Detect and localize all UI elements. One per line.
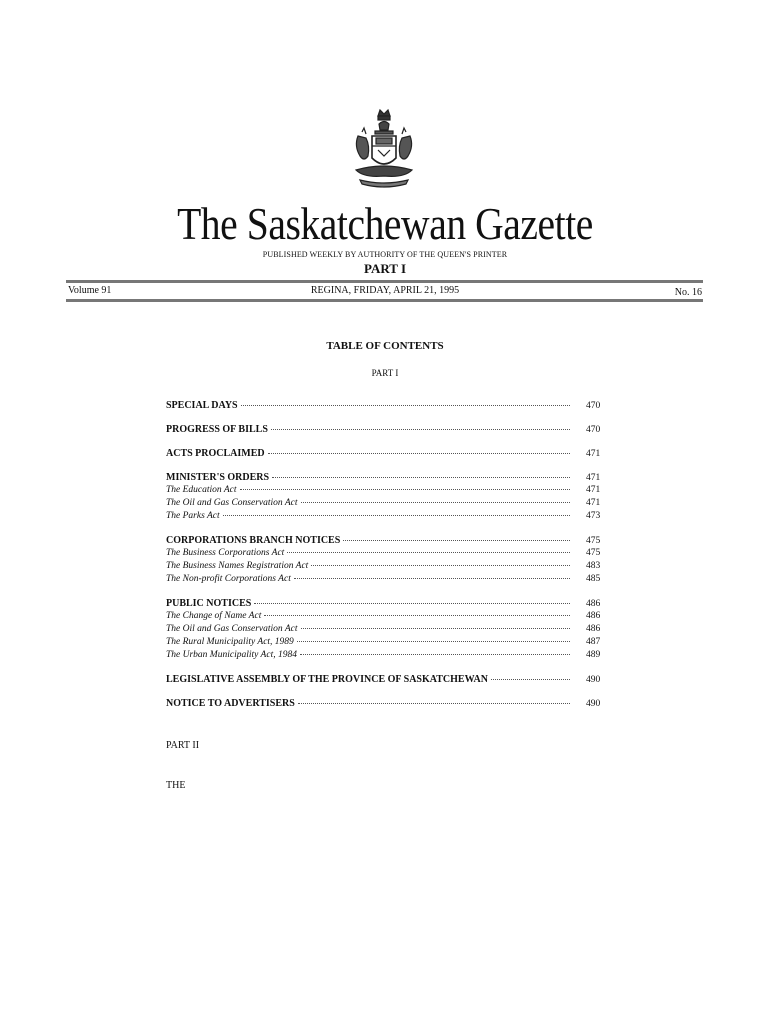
toc-page-number: 490 bbox=[586, 675, 601, 685]
toc-entry-label: The Parks Act bbox=[166, 511, 220, 521]
toc-item-row[interactable] bbox=[166, 650, 604, 663]
toc-entry-label: PUBLIC NOTICES bbox=[166, 598, 252, 609]
issue-number: No. 16 bbox=[674, 287, 702, 298]
dateline: REGINA, FRIDAY, APRIL 21, 1995 bbox=[310, 285, 460, 296]
dot-leader bbox=[268, 453, 570, 454]
toc-item-row[interactable] bbox=[166, 498, 604, 511]
toc-heading-row[interactable] bbox=[166, 698, 604, 711]
toc-group bbox=[166, 698, 604, 711]
toc-item-row[interactable] bbox=[166, 637, 604, 650]
toc-entry-label: The Oil and Gas Conservation Act bbox=[166, 498, 298, 508]
toc-entry-label: The Change of Name Act bbox=[166, 611, 262, 621]
dot-leader bbox=[240, 489, 570, 490]
toc-page-number: 486 bbox=[586, 611, 601, 621]
toc-item-row[interactable] bbox=[166, 548, 604, 561]
toc-entry-label: SPECIAL DAYS bbox=[166, 400, 238, 411]
dot-leader bbox=[301, 502, 570, 503]
toc-entry-label: The Business Names Registration Act bbox=[166, 561, 309, 571]
toc-page-number: 473 bbox=[586, 511, 601, 521]
toc-page-number: 471 bbox=[586, 485, 601, 495]
toc-page-number: 486 bbox=[586, 624, 601, 634]
toc-page-number: 487 bbox=[586, 637, 601, 647]
dot-leader bbox=[272, 477, 570, 478]
toc-item-row[interactable] bbox=[166, 511, 604, 524]
toc-part-label: PART I bbox=[371, 368, 399, 378]
dot-leader bbox=[264, 615, 570, 616]
toc-heading-row[interactable] bbox=[166, 535, 604, 548]
toc-heading-row[interactable] bbox=[166, 400, 604, 413]
dot-leader bbox=[301, 628, 570, 629]
toc-item-row[interactable] bbox=[166, 624, 604, 637]
toc-entry-label: ACTS PROCLAIMED bbox=[166, 448, 265, 459]
toc-entry-label: CORPORATIONS BRANCH NOTICES bbox=[166, 535, 341, 546]
toc-entry-label: LEGISLATIVE ASSEMBLY OF THE PROVINCE OF SASKATCHEWAN bbox=[166, 674, 488, 685]
toc-heading-row[interactable] bbox=[166, 674, 604, 687]
dot-leader bbox=[298, 703, 570, 704]
dot-leader bbox=[287, 552, 570, 553]
toc-entry-label: The Non-profit Corporations Act bbox=[166, 574, 291, 584]
bottom-rule bbox=[66, 299, 703, 302]
toc-group bbox=[166, 535, 604, 587]
dot-leader bbox=[297, 641, 570, 642]
toc-page-number: 471 bbox=[586, 498, 601, 508]
toc-group bbox=[166, 400, 604, 413]
toc-heading-row[interactable] bbox=[166, 448, 604, 461]
part-heading: PART I bbox=[363, 261, 407, 276]
volume-label: Volume 91 bbox=[68, 285, 112, 296]
toc-group bbox=[166, 448, 604, 461]
top-rule bbox=[66, 280, 703, 283]
toc-entry-label: MINISTER'S ORDERS bbox=[166, 472, 270, 483]
toc-heading-row[interactable] bbox=[166, 472, 604, 485]
toc-entry-label: PROGRESS OF BILLS bbox=[166, 424, 268, 435]
toc-page-number: 489 bbox=[586, 650, 601, 660]
toc-page-number: 471 bbox=[586, 473, 601, 483]
toc-page-number: 483 bbox=[586, 561, 601, 571]
dot-leader bbox=[491, 679, 570, 680]
dot-leader bbox=[223, 515, 570, 516]
toc-entry-label: The Rural Municipality Act, 1989 bbox=[166, 637, 294, 647]
gazette-title: The Saskatchewan Gazette bbox=[177, 198, 593, 249]
toc-entry-label: The Urban Municipality Act, 1984 bbox=[166, 650, 297, 660]
toc-page-number: 470 bbox=[586, 425, 601, 435]
dot-leader bbox=[271, 429, 570, 430]
toc-item-row[interactable] bbox=[166, 574, 604, 587]
dot-leader bbox=[343, 540, 570, 541]
toc-heading-row[interactable] bbox=[166, 598, 604, 611]
toc-item-row[interactable] bbox=[166, 561, 604, 574]
publisher-subtitle: PUBLISHED WEEKLY BY AUTHORITY OF THE QUEEN'S PRINTER bbox=[262, 250, 508, 259]
dot-leader bbox=[241, 405, 570, 406]
dot-leader bbox=[300, 654, 570, 655]
table-of-contents bbox=[166, 400, 604, 722]
toc-page-number: 475 bbox=[586, 536, 601, 546]
dot-leader bbox=[294, 578, 570, 579]
toc-entry-label: The Oil and Gas Conservation Act bbox=[166, 624, 298, 634]
toc-entry-label: The Business Corporations Act bbox=[166, 548, 285, 558]
toc-page-number: 475 bbox=[586, 548, 601, 558]
toc-page-number: 490 bbox=[586, 699, 601, 709]
coat-of-arms-crest-icon bbox=[348, 106, 420, 188]
toc-group bbox=[166, 674, 604, 687]
toc-group bbox=[166, 424, 604, 437]
toc-title: TABLE OF CONTENTS bbox=[326, 340, 444, 352]
toc-entry-label: NOTICE TO ADVERTISERS bbox=[166, 698, 295, 709]
toc-page-number: 485 bbox=[586, 574, 601, 584]
toc-item-row[interactable] bbox=[166, 485, 604, 498]
toc-page-number: 470 bbox=[586, 401, 601, 411]
toc-page-number: 486 bbox=[586, 599, 601, 609]
dot-leader bbox=[311, 565, 570, 566]
toc-item-row[interactable] bbox=[166, 611, 604, 624]
toc-entry-label: The Education Act bbox=[166, 485, 237, 495]
toc-group bbox=[166, 472, 604, 524]
part-ii-label: PART II bbox=[166, 740, 200, 751]
body-text-start: THE bbox=[166, 780, 186, 791]
toc-heading-row[interactable] bbox=[166, 424, 604, 437]
dot-leader bbox=[254, 603, 570, 604]
toc-group bbox=[166, 598, 604, 663]
toc-page-number: 471 bbox=[586, 449, 601, 459]
